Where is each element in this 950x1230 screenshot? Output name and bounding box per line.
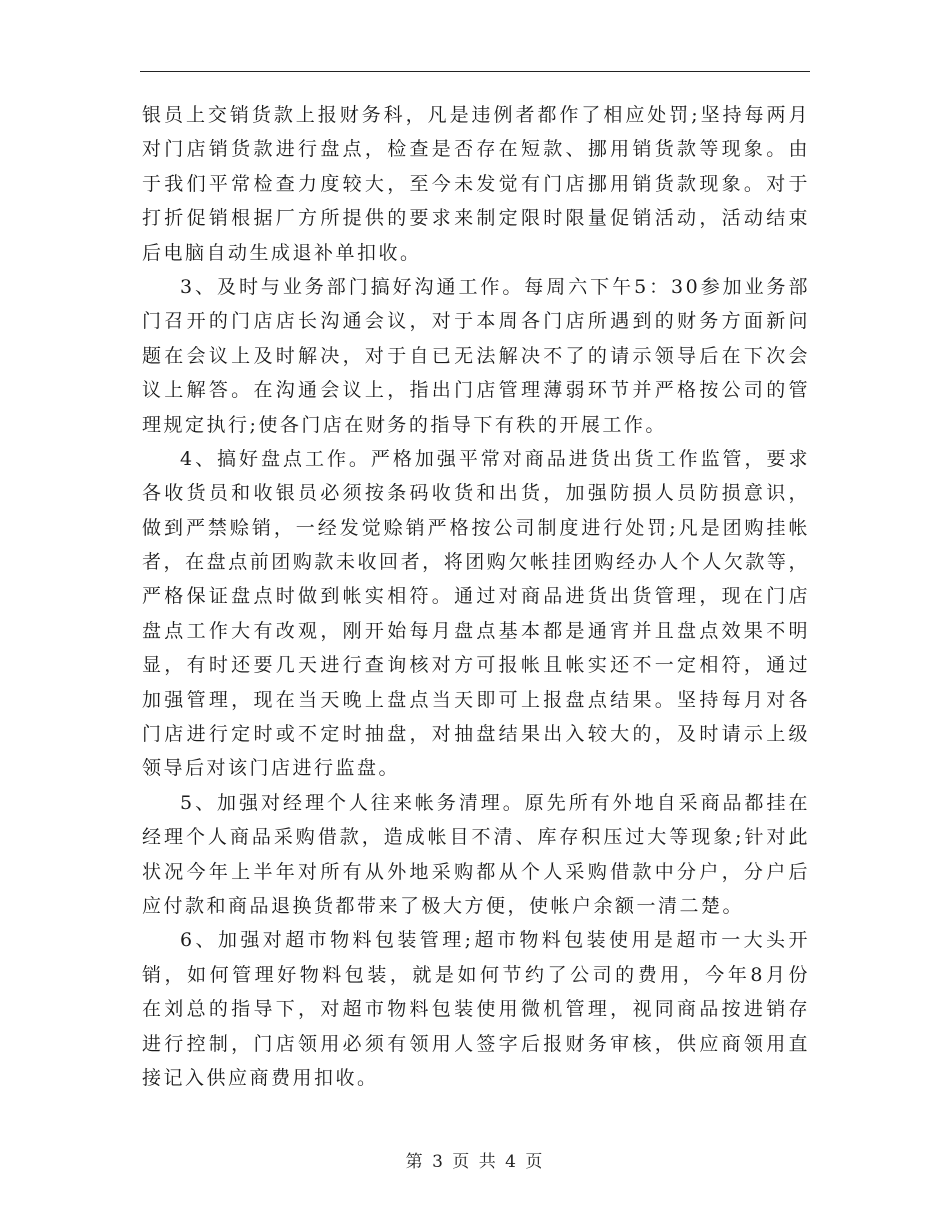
text-line: 门召开的门店店长沟通会议，对于本周各门店所遇到的财务方面新问 — [142, 310, 810, 333]
text-line: 各收货员和收银员必须按条码收货和出货，加强防损人员防损意识， — [142, 482, 810, 505]
text-line: 5、加强对经理个人往来帐务清理。原先所有外地自采商品都挂在 — [180, 791, 810, 814]
text-line: 加强管理，现在当天晚上盘点当天即可上报盘点结果。坚持每月对各 — [142, 688, 810, 711]
text-line: 状况今年上半年对所有从外地采购都从个人采购借款中分户，分户后 — [142, 860, 810, 883]
text-line: 销，如何管理好物料包装，就是如何节约了公司的费用，今年8月份 — [142, 963, 810, 986]
text-line: 门店进行定时或不定时抽盘，对抽盘结果出入较大的，及时请示上级 — [142, 723, 810, 746]
text-line: 理规定执行;使各门店在财务的指导下有秩的开展工作。 — [142, 413, 667, 436]
text-line: 严格保证盘点时做到帐实相符。通过对商品进货出货管理，现在门店 — [142, 585, 810, 608]
text-line: 打折促销根据厂方所提供的要求来制定限时限量促销活动，活动结束 — [142, 207, 810, 230]
text-line: 者，在盘点前团购款未收回者，将团购欠帐挂团购经办人个人欠款等， — [142, 551, 810, 574]
text-line: 经理个人商品采购借款，造成帐目不清、库存积压过大等现象;针对此 — [142, 826, 810, 849]
text-line: 接记入供应商费用扣收。 — [142, 1066, 379, 1089]
text-line: 6、加强对超市物料包装管理;超市物料包装使用是超市一大头开 — [180, 929, 810, 952]
text-line: 盘点工作大有改观，刚开始每月盘点基本都是通宵并且盘点效果不明 — [142, 619, 810, 642]
page-footer: 第 3 页 共 4 页 — [405, 1152, 545, 1172]
text-line: 银员上交销货款上报财务科，凡是违例者都作了相应处罚;坚持每两月 — [142, 104, 810, 126]
text-line: 应付款和商品退换货都带来了极大方便，使帐户余额一清二楚。 — [142, 894, 745, 917]
text-line: 显，有时还要几天进行查询核对方可报帐且帐实还不一定相符，通过 — [142, 654, 810, 677]
text-line: 进行控制，门店领用必须有领用人签字后报财务审核，供应商领用直 — [142, 1032, 810, 1055]
text-line: 对门店销货款进行盘点，检查是否存在短款、挪用销货款等现象。由 — [142, 138, 810, 161]
text-line: 议上解答。在沟通会议上，指出门店管理薄弱环节并严格按公司的管 — [142, 379, 810, 402]
text-line: 3、及时与业务部门搞好沟通工作。每周六下午5：30参加业务部 — [180, 275, 810, 298]
document-body — [142, 98, 810, 1095]
text-line: 题在会议上及时解决，对于自已无法解决不了的请示领导后在下次会 — [142, 344, 810, 367]
text-line: 4、搞好盘点工作。严格加强平常对商品进货出货工作监管，要求 — [180, 447, 810, 470]
header-rule — [140, 71, 810, 72]
text-line: 后电脑自动生成退补单扣收。 — [142, 241, 422, 264]
text-line: 做到严禁赊销，一经发觉赊销严格按公司制度进行处罚;凡是团购挂帐 — [142, 516, 810, 539]
text-line: 于我们平常检查力度较大，至今未发觉有门店挪用销货款现象。对于 — [142, 172, 810, 195]
text-line: 在刘总的指导下，对超市物料包装使用微机管理，视同商品按进销存 — [142, 998, 810, 1021]
text-line: 领导后对该门店进行监盘。 — [142, 757, 401, 780]
